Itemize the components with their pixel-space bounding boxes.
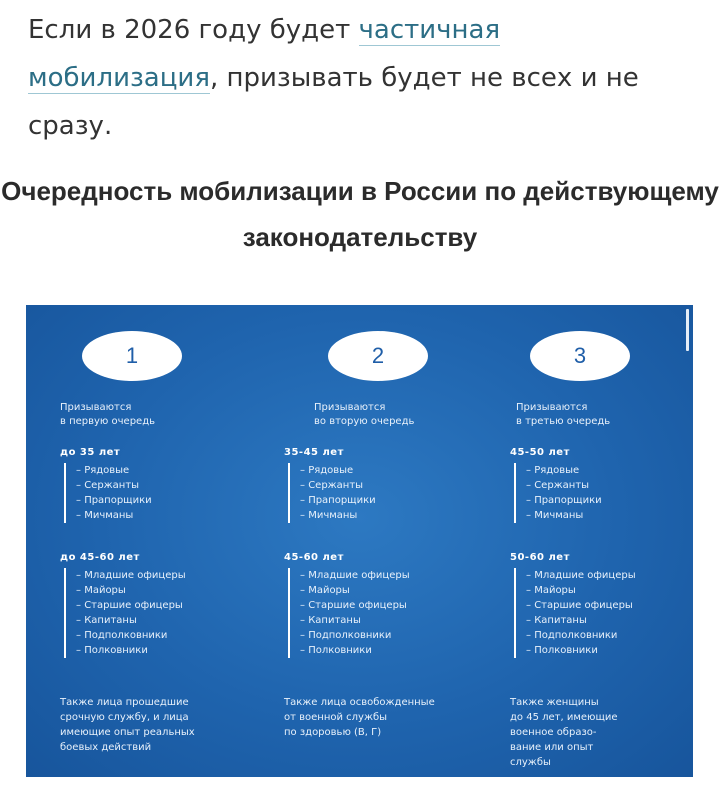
rank-item: – Полковники xyxy=(76,643,186,658)
rank-item: – Прапорщики xyxy=(300,493,376,508)
mobilization-order-infographic xyxy=(26,305,693,777)
call-line: в первую очередь xyxy=(60,416,156,427)
call-line: Призываются xyxy=(314,402,386,413)
note-line: Также лица освобожденные xyxy=(284,697,435,708)
additional-note xyxy=(60,695,270,755)
rank-list xyxy=(514,568,636,658)
rank-list xyxy=(288,463,376,523)
intro-text-before: Если в 2026 году будет xyxy=(28,15,359,45)
rank-list xyxy=(288,568,410,658)
call-line: во вторую очередь xyxy=(314,416,415,427)
note-line: службы xyxy=(510,757,551,768)
rank-item: – Младшие офицеры xyxy=(526,568,636,583)
age-range: 35-45 лет xyxy=(284,447,344,458)
wave-number-badge: 1 xyxy=(82,331,182,381)
rank-item: – Рядовые xyxy=(526,463,602,478)
rank-item: – Младшие офицеры xyxy=(300,568,410,583)
rank-item: – Капитаны xyxy=(526,613,636,628)
rank-item: – Прапорщики xyxy=(76,493,152,508)
rank-item: – Рядовые xyxy=(300,463,376,478)
rank-item: – Майоры xyxy=(76,583,186,598)
intro-text-after: , призывать будет не всех и не сразу. xyxy=(28,63,639,141)
note-line: Также женщины xyxy=(510,697,599,708)
note-line: срочную службу, и лица xyxy=(60,712,189,723)
rank-item: – Старшие офицеры xyxy=(526,598,636,613)
rank-item: – Полковники xyxy=(300,643,410,658)
rank-list xyxy=(64,568,186,658)
call-line: в третью очередь xyxy=(516,416,611,427)
rank-item: – Подполковники xyxy=(76,628,186,643)
rank-item: – Майоры xyxy=(526,583,636,598)
rank-item: – Сержанты xyxy=(76,478,152,493)
column-second-wave xyxy=(284,305,499,777)
partial-mobilization-link[interactable]: частичная мобилизация xyxy=(28,15,501,93)
rank-item: – Мичманы xyxy=(300,508,376,523)
note-line: военное образо- xyxy=(510,727,597,738)
rank-item: – Младшие офицеры xyxy=(76,568,186,583)
column-first-wave xyxy=(60,305,275,777)
column-third-wave xyxy=(510,305,693,777)
rank-item: – Капитаны xyxy=(300,613,410,628)
note-line: Также лица прошедшие xyxy=(60,697,189,708)
age-range: до 35 лет xyxy=(60,447,121,458)
call-line: Призываются xyxy=(516,402,588,413)
rank-item: – Мичманы xyxy=(76,508,152,523)
wave-number-badge: 2 xyxy=(328,331,428,381)
additional-note xyxy=(510,695,693,770)
rank-item: – Капитаны xyxy=(76,613,186,628)
rank-item: – Рядовые xyxy=(76,463,152,478)
rank-item: – Полковники xyxy=(526,643,636,658)
rank-item: – Сержанты xyxy=(300,478,376,493)
rank-item: – Подполковники xyxy=(300,628,410,643)
call-text xyxy=(516,401,693,429)
age-range: 45-50 лет xyxy=(510,447,570,458)
section-heading: Очередность мобилизации в России по действующему законодательству xyxy=(1,176,719,252)
rank-item: – Старшие офицеры xyxy=(300,598,410,613)
call-text xyxy=(314,401,514,429)
intro-paragraph xyxy=(28,6,688,150)
call-text xyxy=(60,401,260,429)
wave-number-badge: 3 xyxy=(530,331,630,381)
note-line: боевых действий xyxy=(60,742,152,753)
note-line: имеющие опыт реальных xyxy=(60,727,195,738)
rank-item: – Майоры xyxy=(300,583,410,598)
note-line: от военной службы xyxy=(284,712,388,723)
rank-list xyxy=(64,463,152,523)
note-line: по здоровью (В, Г) xyxy=(284,727,382,738)
rank-item: – Подполковники xyxy=(526,628,636,643)
rank-item: – Мичманы xyxy=(526,508,602,523)
rank-item: – Старшие офицеры xyxy=(76,598,186,613)
call-line: Призываются xyxy=(60,402,132,413)
note-line: вание или опыт xyxy=(510,742,594,753)
rank-list xyxy=(514,463,602,523)
age-range: 50-60 лет xyxy=(510,552,570,563)
note-line: до 45 лет, имеющие xyxy=(510,712,618,723)
rank-item: – Сержанты xyxy=(526,478,602,493)
additional-note xyxy=(284,695,504,740)
age-range: до 45-60 лет xyxy=(60,552,140,563)
age-range: 45-60 лет xyxy=(284,552,344,563)
rank-item: – Прапорщики xyxy=(526,493,602,508)
